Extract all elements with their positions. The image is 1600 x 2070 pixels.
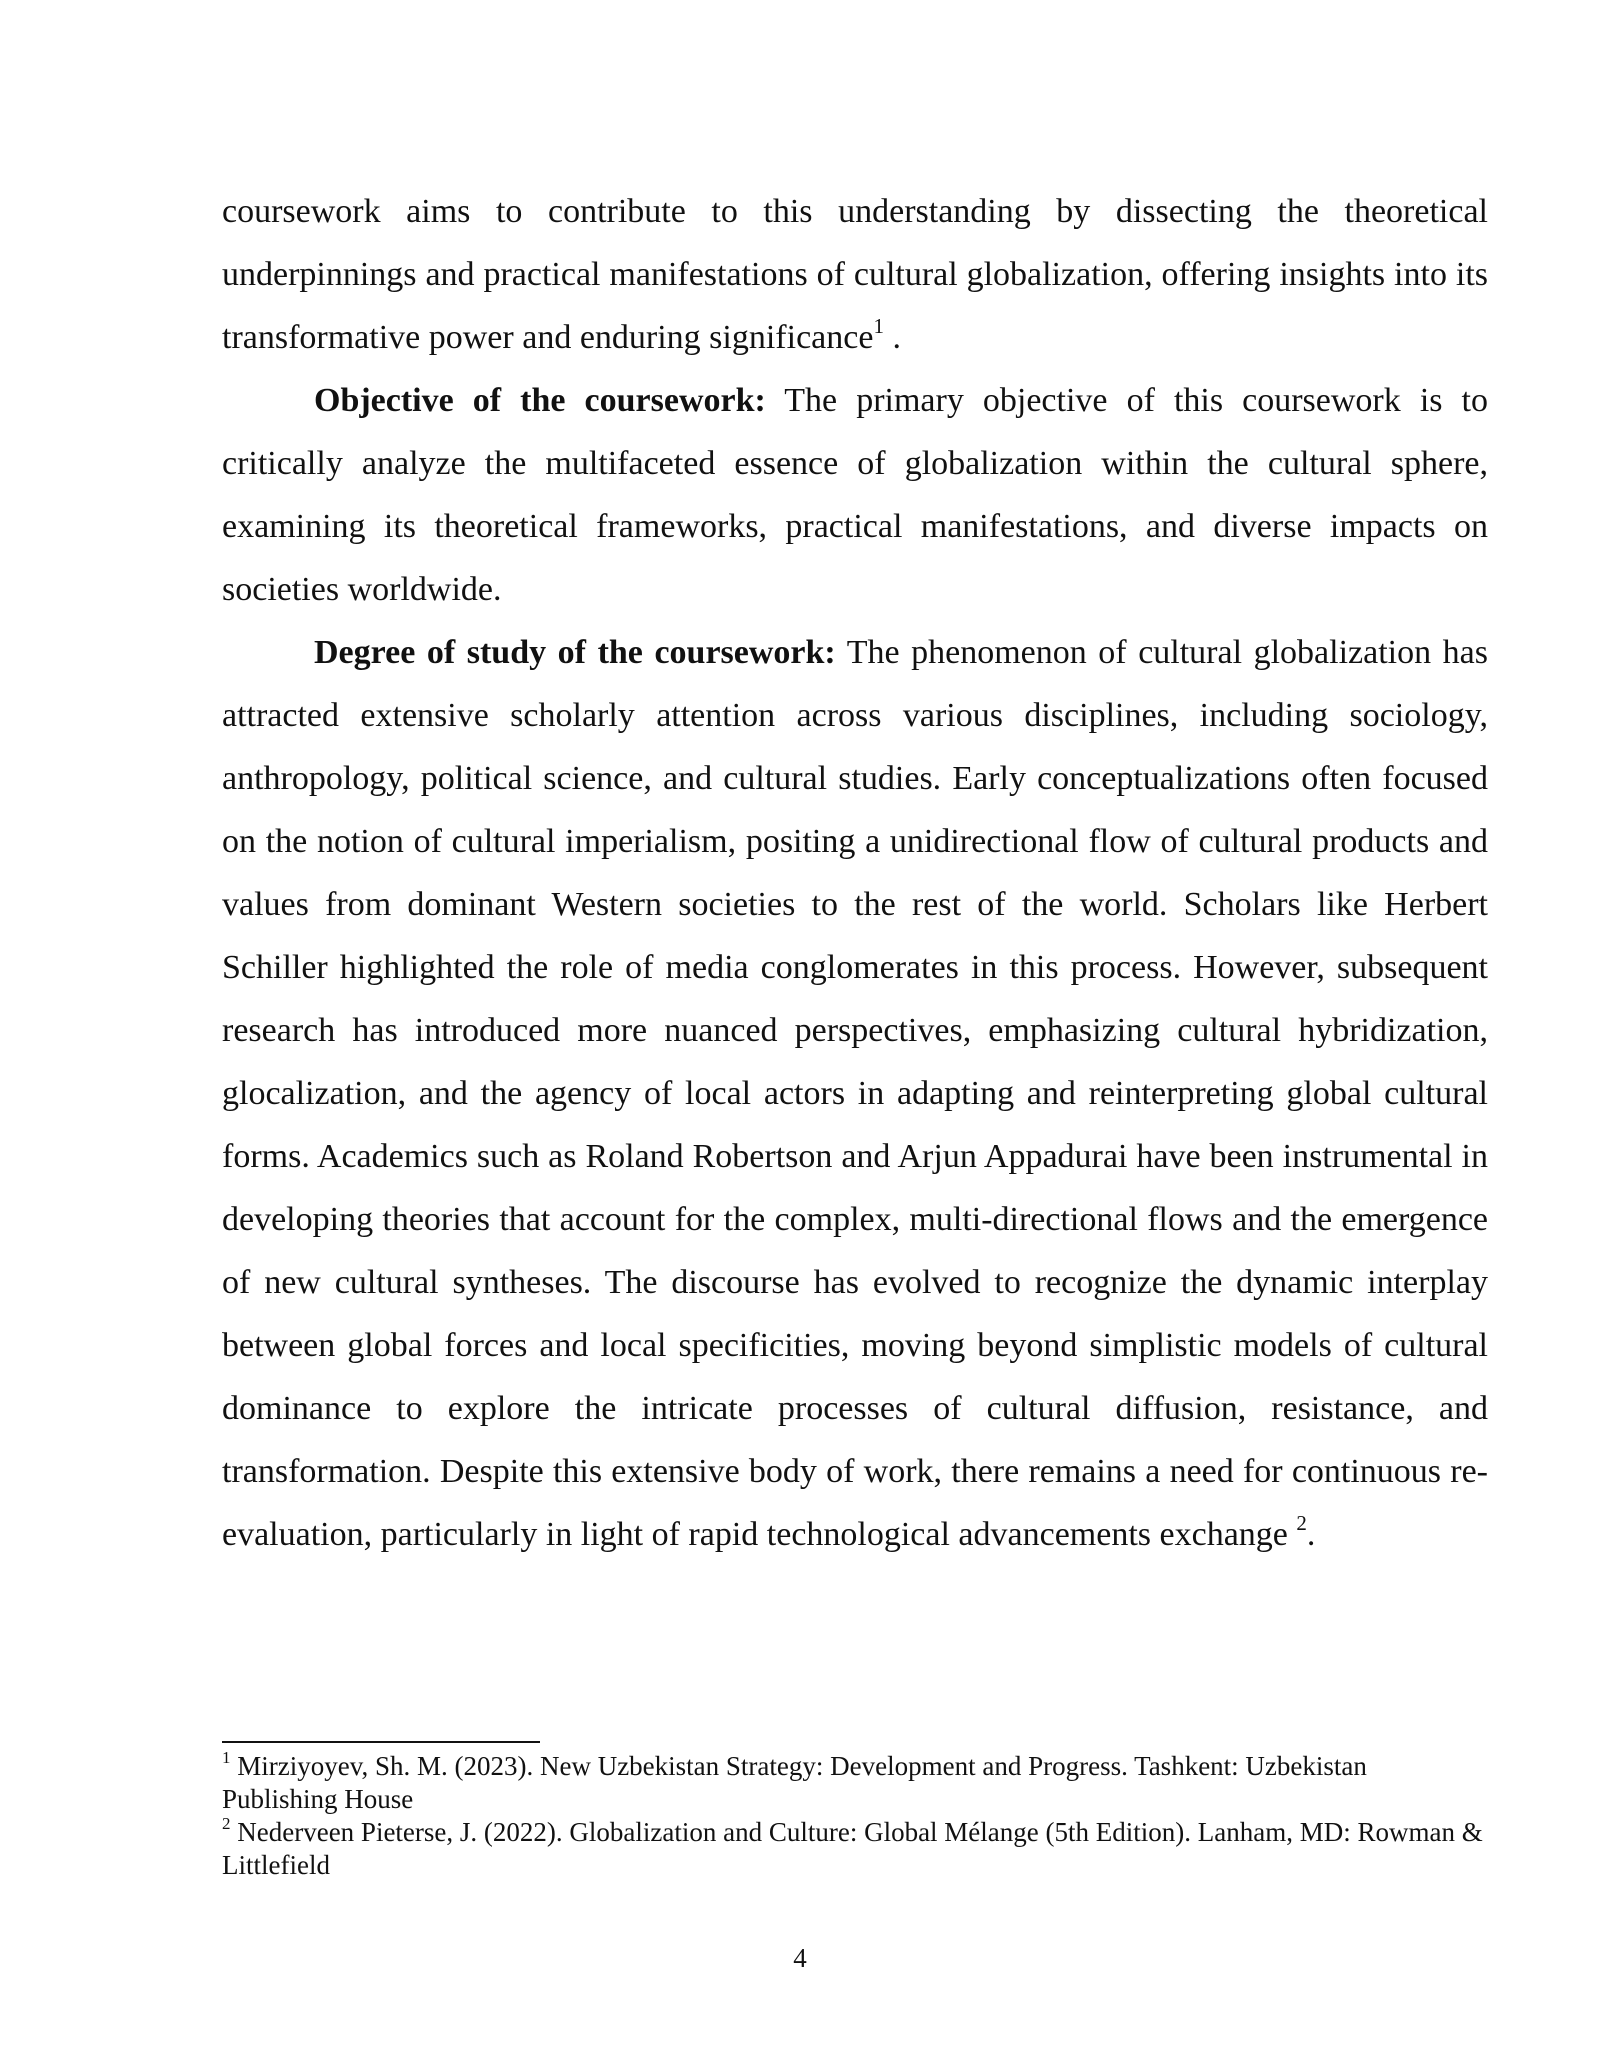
footnote-item: [222, 1816, 1488, 1882]
paragraph-text: The primary objective of this coursework is to critically analyze the multifaceted essence of globalization within the cultural sphere, examining its theoretical frameworks, practical manifestations, and diverse impacts on societies worldwide.: [222, 382, 1488, 608]
paragraph-heading: Degree of study of the coursework:: [314, 634, 836, 671]
footnote-reference[interactable]: 2: [1296, 1510, 1307, 1535]
paragraph-text: coursework aims to contribute to this understanding by dissecting the theoretical underpinnings and practical manifestations of cultural globalization, offering insights into its transformative power and enduring significance: [222, 193, 1488, 356]
paragraph-tail: .: [883, 319, 901, 356]
paragraph-degree-of-study: [222, 621, 1488, 1566]
page-number: 4: [793, 1943, 807, 1973]
footnote-separator: [222, 1741, 540, 1743]
footnote-marker: 1: [222, 1748, 231, 1767]
footnote-text: Mirziyoyev, Sh. M. (2023). New Uzbekistan Strategy: Development and Progress. Tashkent: Uzbekistan Publishing House: [222, 1751, 1367, 1814]
paragraph-objective: [222, 369, 1488, 621]
footnote-text: Nederveen Pieterse, J. (2022). Globalization and Culture: Global Mélange (5th Edition). Lanham, MD: Rowman & Littlefield: [222, 1817, 1483, 1880]
paragraph-tail: .: [1306, 1516, 1316, 1553]
paragraph-heading: Objective of the coursework:: [314, 382, 766, 419]
footnote-reference[interactable]: 1: [873, 313, 884, 338]
footnote-marker: 2: [222, 1814, 231, 1833]
paragraph-intro-continuation: [222, 180, 1488, 369]
body-text: [222, 180, 1488, 1566]
footnotes: [222, 1750, 1488, 1882]
footnote-item: [222, 1750, 1488, 1816]
paragraph-text: The phenomenon of cultural globalization has attracted extensive scholarly attention across various disciplines, including sociology, anthropology, political science, and cultural studies. Early conceptualizations often focused on the notion of cultural imperialism, positing a unidirectional flow of cultural products and values from dominant Western societies to the rest of the world. Scholars like Herbert Schiller highlighted the role of media conglomerates in this process. However, subsequent research has introduced more nuanced perspectives, emphasizing cultural hybridization, glocalization, and the agency of local actors in adapting and reinterpreting global cultural forms. Academics such as Roland Robertson and Arjun Appadurai have been instrumental in developing theories that account for the complex, multi-directional flows and the emergence of new cultural syntheses. The discourse has evolved to recognize the dynamic interplay between global forces and local specificities, moving beyond simplistic models of cultural dominance to explore the intricate processes of cultural diffusion, resistance, and transformation. Despite this extensive body of work, there remains a need for continuous re-evaluation, particularly in light of rapid technological advancements exchange: [222, 634, 1488, 1553]
